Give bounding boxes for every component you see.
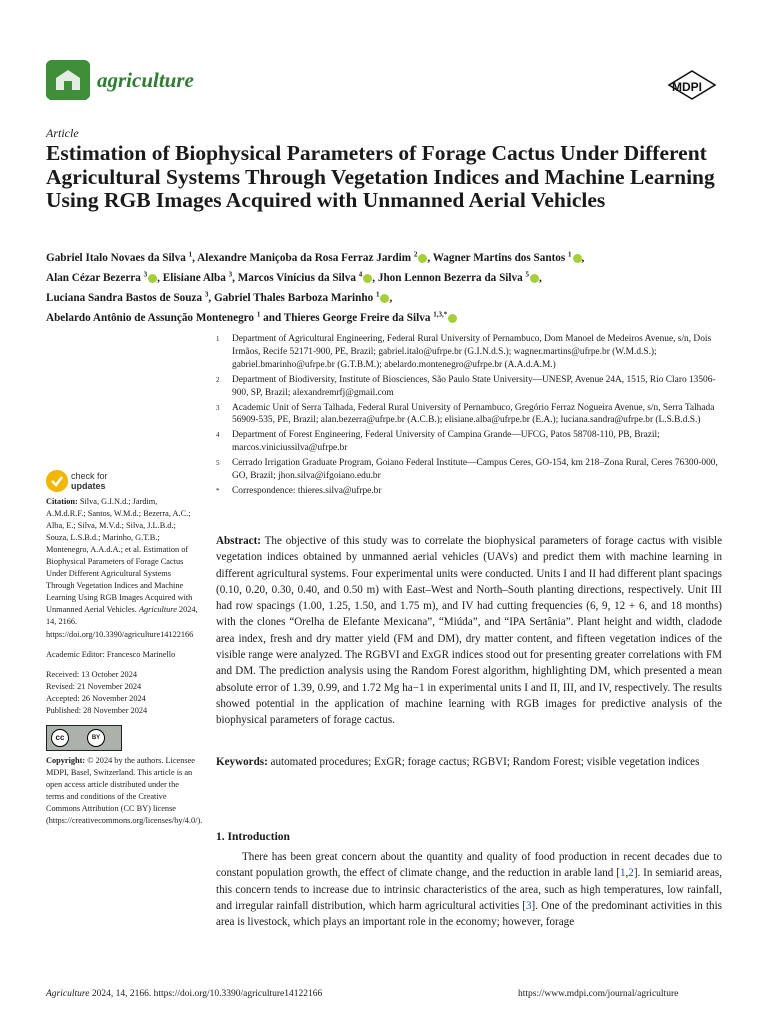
academic-editor: Academic Editor: Francesco Marinello	[46, 649, 176, 659]
reference-link[interactable]: 2	[628, 867, 634, 880]
affiliation-item: 4 Department of Forest Engineering, Federal University of Campina Grande—UFCG, Patos 58708-110, PB, Brazil; marcos.viniciussilva@ufrpe.br	[216, 430, 660, 454]
copyright: Copyright: © 2024 by the authors. Licensee MDPI, Basel, Switzerland. This article is an open access article distributed under the terms and conditions of the Creative Commons Attribution (CC BY) license (https://creativecommons.org/licenses/by/4.0/).	[46, 755, 203, 826]
author-list	[46, 246, 726, 326]
orcid-icon[interactable]	[418, 254, 427, 263]
author-6: Marcos Vinícius da Silva $^4$ ,	[237, 270, 378, 284]
author-8: Luciana Sandra Bastos de Souza $^3$,	[46, 290, 214, 304]
orcid-icon[interactable]	[448, 314, 457, 323]
revised-date: Revised: 21 November 2024	[46, 681, 142, 691]
footer-citation: Agriculture 2024, 14, 2166. https://doi.org/10.3390/agriculture14122166	[46, 989, 323, 999]
author-11: Thieres George Freire da Silva $^{1,3,*}$	[284, 312, 457, 324]
author-3: Wagner Martins dos Santos $^1$ ,	[432, 250, 585, 264]
orcid-icon[interactable]	[530, 274, 539, 283]
affiliation-item: 5 Cerrado Irrigation Graduate Program, Goiano Federal Institute—Campus Ceres, GO-154, km 218–Zona Rural, Ceres 76300-000, GO, Brazil; jhon.silva@ifgoiano.edu.br	[216, 458, 718, 482]
correspondence: * Correspondence: thieres.silva@ufrpe.br	[216, 485, 382, 496]
affiliation-list	[216, 333, 726, 500]
citation: Citation: Silva, G.I.N.d.; Jardim, A.M.d.R.F.; Santos, W.M.d.; Bezerra, A.C.; Alba, E.; Silva, M.V.d.; Silva, J.L.B.d.; Souza, L.S.B.d.; Marinho, G.T.B.; Montenegro, A.A.d.A.; et al. Estimation of Biophysical Parameters of Forage Cactus Under Different Agricultural Systems Through Vegetation Indices and Machine Learning Using RGB Images Acquired with Unmanned Aerial Vehicles. Agriculture 2024, 14, 2166. https://doi.org/10.3390/agriculture14122166	[46, 497, 198, 639]
journal-logo-icon	[46, 60, 90, 100]
journal-name: agriculture	[97, 68, 194, 92]
keywords: Keywords: automated procedures; ExGR; forage cactus; RGBVI; Random Forest; visible vegetation indices	[216, 756, 700, 768]
author-1: Gabriel Italo Novaes da Silva $^1$,	[46, 250, 198, 264]
affiliation-item: 3 Academic Unit of Serra Talhada, Federal Rural University of Pernambuco, Gregório Ferraz Nogueira Avenue, s/n, Serra Talhada 56909-535, PE, Brazil; alan.bezerra@ufrpe.br (A.C.B.); elisiane.alba@ufrpe.br (E.A.); luciana.sandra@ufrpe.br (L.S.B.d.S.)	[216, 402, 715, 426]
affiliation-item: 2 Department of Biodiversity, Institute of Biosciences, São Paulo State University—UNESP, Avenue 24A, 1515, Rio Claro 13506-900, SP, Brazil; alexandremrfj@gmail.com	[216, 374, 716, 398]
reference-link[interactable]: 1	[619, 867, 626, 880]
cc-by-license-icon[interactable]: cc BY	[46, 725, 122, 751]
section-heading: 1. Introduction	[216, 831, 290, 843]
orcid-icon[interactable]	[573, 254, 582, 263]
abstract: Abstract: The objective of this study was to correlate the biophysical parameters of forage cactus with visible vegetation indices obtained by unmanned aerial vehicles (UAVs) and predict them with machine learning in different agricultural systems. Four experimental units were conducted. Units I and II had different plant spacings (0.10, 0.20, 0.30, 0.40, and 0.50 m) with East–West and North–South planting directions, respectively. Unit III had row spacings (1.00, 1.25, 1.50, and 1.75 m), and IV had cutting frequencies (6, 9, 12 + 6, and 18 months) with the clones “Orelha de Elefante Mexicana”, “Miúda”, and “IPA Sertânia”. Plant height and width, cladode area index, fresh and dry matter yield (FM and DM), dry matter content, and fifteen vegetation indices of the visible range were analyzed. The RGBVI and ExGR indices stood out for presenting greater correlations with FM and DM. The prediction analysis using the Random Forest algorithm, highlighting DM, which presented a mean absolute error of 1.39, 0.99, and 1.72 Mg ha−1 in experimental units I and II, III, and IV, respectively. The results showed potential in the application of machine learning with RGB images for predictive analysis of the biophysical parameters of forage cactus.	[216, 535, 722, 727]
footer-url[interactable]: https://www.mdpi.com/journal/agriculture	[518, 989, 679, 999]
author-5: Elisiane Alba $^3$,	[162, 270, 238, 284]
reference-link[interactable]: 3	[526, 899, 532, 912]
introduction-paragraph: There has been great concern about the quantity and quality of food production in recent decades due to constant population growth, the effect of climate change, and the reduction in arable land [1,2]. In semiarid areas, this concern tends to increase due to intrinsic characteristics of the area, such as high temperatures, low rainfall, and irregular rainfall distribution, which harm agricultural activities [3]. One of the predominant activities in this area is livestock, which plays an important role in the economy; however, forage	[216, 851, 722, 929]
check-updates-icon[interactable]	[46, 470, 68, 492]
author-10: Abelardo Antônio de Assunção Montenegro $^1$ and	[46, 310, 284, 324]
orcid-icon[interactable]	[363, 274, 372, 283]
sidebar	[46, 496, 203, 835]
article-type: Article	[46, 126, 79, 140]
published-date: Published: 28 November 2024	[46, 705, 148, 715]
author-2: Alexandre Maniçoba da Rosa Ferraz Jardim $^2$ ,	[197, 250, 433, 264]
check-updates-label[interactable]: check for updates	[71, 471, 108, 491]
affiliation-item: 1 Department of Agricultural Engineering, Federal Rural University of Pernambuco, Dom Manoel de Medeiros Avenue, s/n, Dois Irmãos, Recife 52171-900, PE, Brazil; gabriel.italo@ufrpe.br (G.I.N.d.S.); wagner.martins@ufrpe.br (W.M.d.S.); gabriel.bmarinho@ufrpe.br (G.T.B.M.); abelardo.montenegro@ufrpe.br (A.A.d.A.M.)	[216, 334, 712, 370]
accepted-date: Accepted: 26 November 2024	[46, 693, 146, 703]
author-7: Jhon Lennon Bezerra da Silva $^5$ ,	[377, 270, 542, 284]
publisher-name: MDPI	[672, 80, 702, 94]
received-date: Received: 13 October 2024	[46, 669, 138, 679]
author-9: Gabriel Thales Barboza Marinho $^1$ ,	[213, 290, 393, 304]
paper-title: Estimation of Biophysical Parameters of Forage Cactus Under Different Agricultural Systems Through Vegetation Indices and Machine Learning Using RGB Images Acquired with Unmanned Aerial Vehicles	[46, 141, 715, 212]
author-4: Alan Cézar Bezerra $^3$ ,	[46, 270, 163, 284]
orcid-icon[interactable]	[148, 274, 157, 283]
